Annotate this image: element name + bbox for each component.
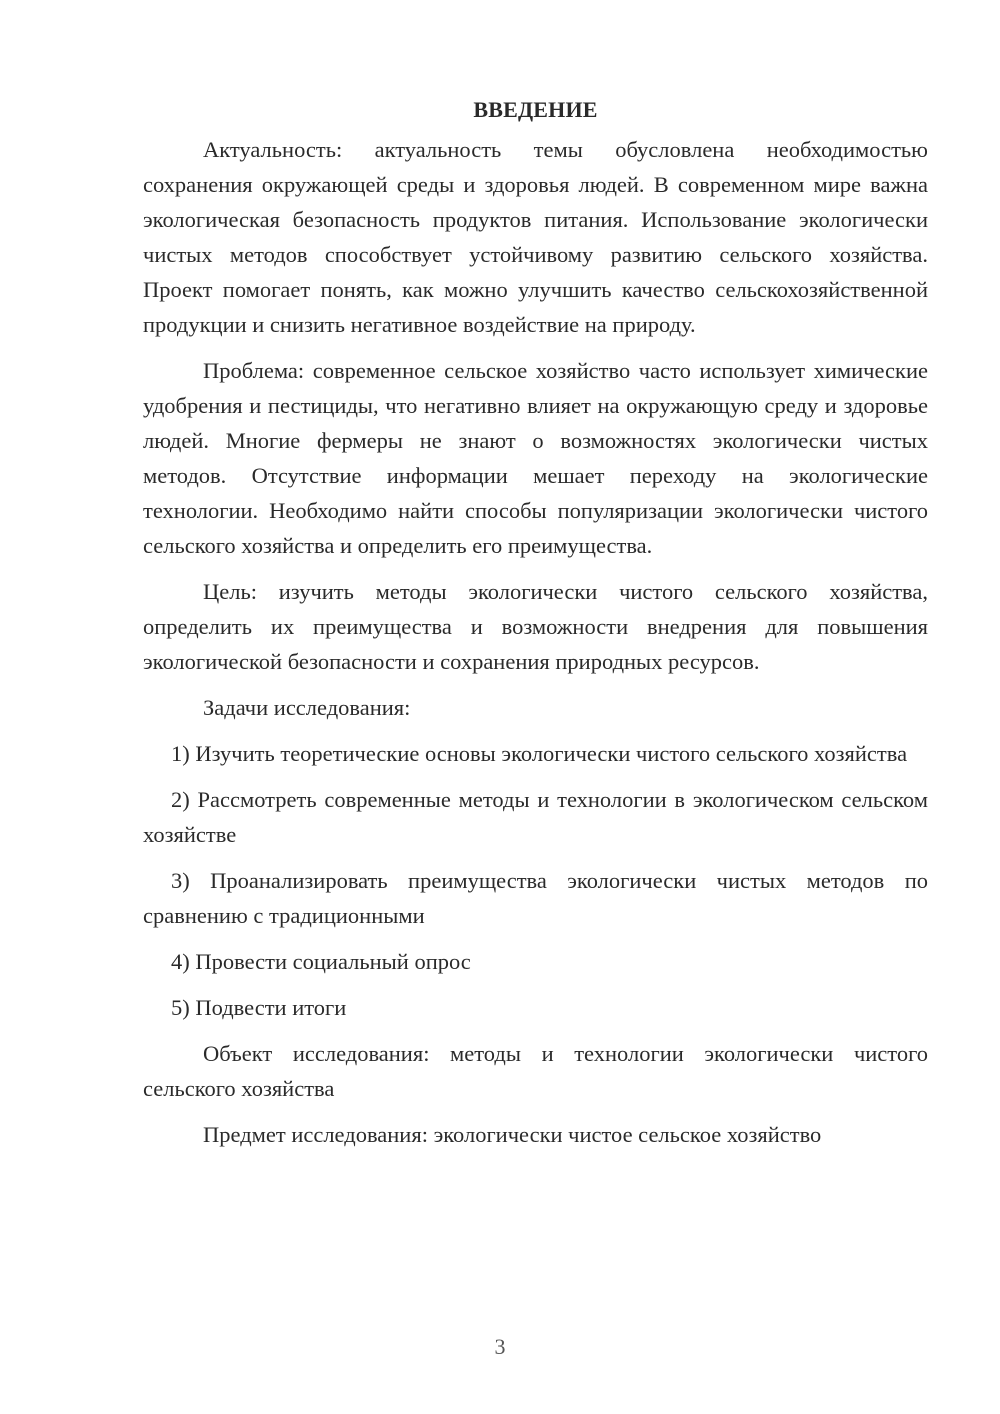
problem-paragraph: Проблема: современное сельское хозяйство часто использует химические удобрения и пестициды, что негативно влияет на окружающую среду и здоровье людей. Многие фермеры не знают о возможностях экологически чистых методов. Отсутствие информации мешает переходу на экологические технологии. Необходимо найти способы популяризации экологически чистого сельского хозяйства и определить его преимущества. [143,358,928,558]
subject-paragraph: Предмет исследования: экологически чистое сельское хозяйство [203,1122,822,1147]
task-item-5: 5) Подвести итоги [171,995,347,1020]
task-item-1: 1) Изучить теоретические основы экологически чистого сельского хозяйства [171,741,908,766]
task-item-2: 2) Рассмотреть современные методы и технологии в экологическом сельском хозяйстве [143,787,928,847]
page-title: ВВЕДЕНИЕ [473,97,598,122]
document-page [143,92,928,1163]
task-item-4: 4) Провести социальный опрос [171,949,471,974]
relevance-paragraph: Актуальность: актуальность темы обусловлена необходимостью сохранения окружающей среды и здоровья людей. В современном мире важна экологическая безопасность продуктов питания. Использование экологически чистых методов способствует устойчивому развитию сельского хозяйства. Проект помогает понять, как можно улучшить качество сельскохозяйственной продукции и снизить негативное воздействие на природу. [143,137,928,337]
task-item-3: 3) Проанализировать преимущества экологически чистых методов по сравнению с традиционными [143,868,928,928]
goal-paragraph: Цель: изучить методы экологически чистого сельского хозяйства, определить их преимущества и возможности внедрения для повышения экологической безопасности и сохранения природных ресурсов. [143,579,928,674]
object-paragraph: Объект исследования: методы и технологии экологически чистого сельского хозяйства [143,1041,928,1101]
tasks-heading: Задачи исследования: [203,695,411,720]
page-number: 3 [494,1334,506,1359]
